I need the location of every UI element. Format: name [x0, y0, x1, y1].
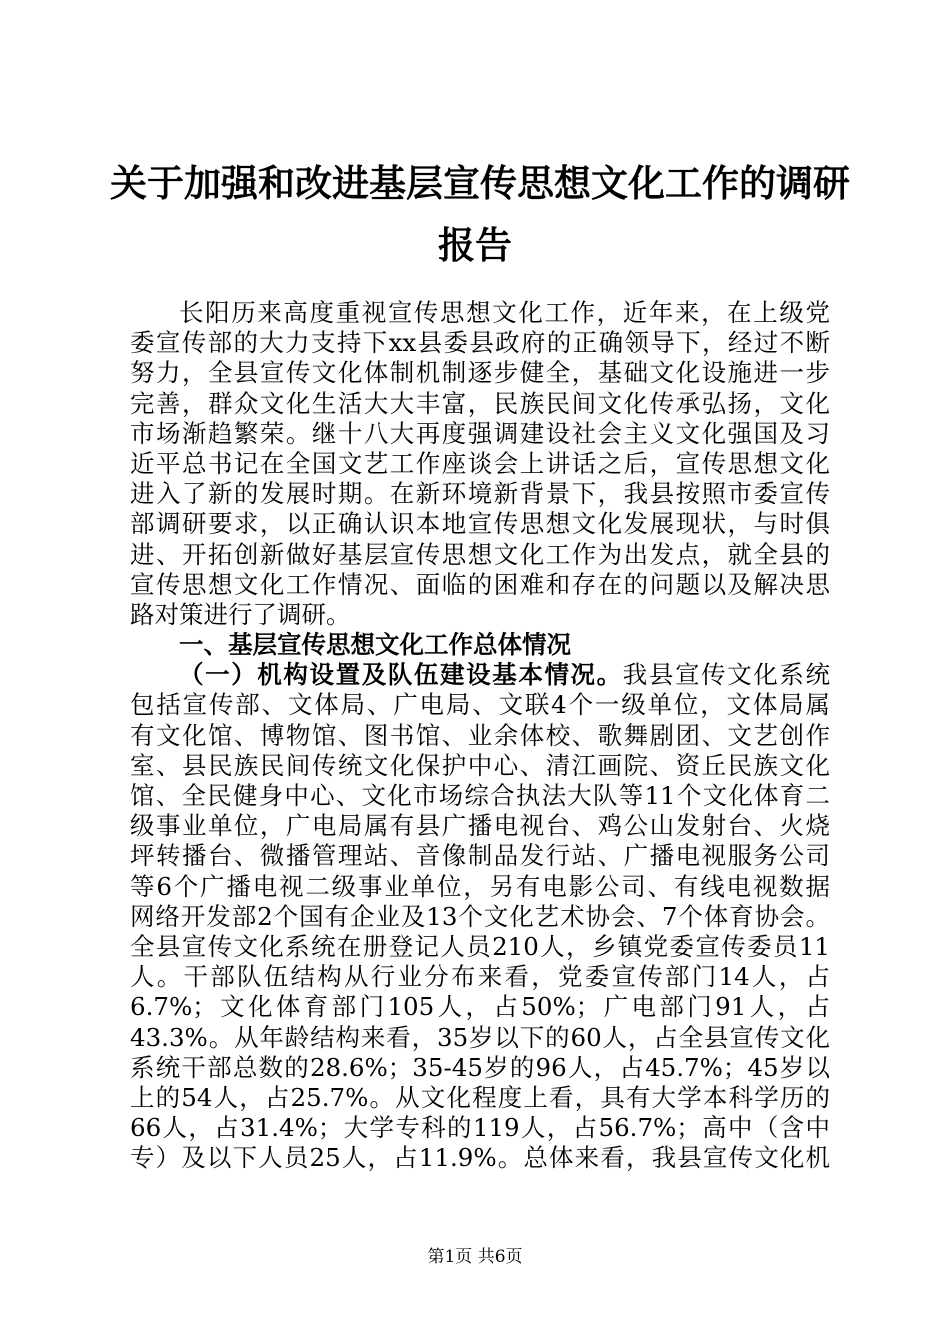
paragraph-line: 系统干部总数的28.6%；35-45岁的96人，占45.7%；45岁以 [130, 1052, 830, 1082]
paragraph-line: 6.7%；文化体育部门105人，占50%；广电部门91人，占 [130, 992, 830, 1022]
paragraph-line: 上的54人，占25.7%。从文化程度上看，具有大学本科学历的 [130, 1082, 830, 1112]
paragraph-line: 进、开拓创新做好基层宣传思想文化工作为出发点，就全县的 [130, 539, 830, 569]
document-body [130, 298, 830, 1173]
subsection-first-line-text: 我县宣传文化系统 [622, 660, 831, 690]
paragraph-line: 级事业单位，广电局属有县广播电视台、鸡公山发射台、火烧 [130, 811, 830, 841]
paragraph-line: 等6个广播电视二级事业单位，另有电影公司、有线电视数据 [130, 871, 830, 901]
title-line: 关于加强和改进基层宣传思想文化工作的调研 [110, 161, 850, 205]
section-heading: 一、基层宣传思想文化工作总体情况 [179, 630, 571, 660]
paragraph-line: 近平总书记在全国文艺工作座谈会上讲话之后，宣传思想文化 [130, 448, 830, 478]
paragraph-line: 专）及以下人员25人，占11.9%。总体来看，我县宣传文化机 [130, 1143, 830, 1173]
paragraph-line: 全县宣传文化系统在册登记人员210人，乡镇党委宣传委员11 [130, 931, 830, 961]
paragraph-line: 坪转播台、微播管理站、音像制品发行站、广播电视服务公司 [130, 841, 830, 871]
paragraph-line: 43.3%。从年龄结构来看，35岁以下的60人，占全县宣传文化 [130, 1022, 830, 1052]
document-title [110, 152, 850, 276]
paragraph-line: 市场渐趋繁荣。继十八大再度强调建设社会主义文化强国及习 [130, 418, 830, 448]
paragraph-line: 网络开发部2个国有企业及13个文化艺术协会、7个体育协会。 [130, 901, 830, 931]
page-number: 第1页 共6页 [427, 1247, 523, 1267]
paragraph-line: 人。干部队伍结构从行业分布来看，党委宣传部门14人，占 [130, 962, 830, 992]
paragraph-line: 有文化馆、博物馆、图书馆、业余体校、歌舞剧团、文艺创作 [130, 720, 830, 750]
paragraph-line: 长阳历来高度重视宣传思想文化工作，近年来，在上级党 [179, 298, 830, 327]
title-line: 报告 [438, 223, 512, 267]
paragraph-line: 完善，群众文化生活大大丰富，民族民间文化传承弘扬，文化 [130, 388, 830, 418]
paragraph-line: 宣传思想文化工作情况、面临的困难和存在的问题以及解决思 [130, 569, 830, 599]
paragraph-line: 包括宣传部、文体局、广电局、文联4个一级单位，文体局属 [130, 690, 830, 720]
paragraph-line: 部调研要求，以正确认识本地宣传思想文化发展现状，与时俱 [130, 509, 830, 539]
paragraph-line: 委宣传部的大力支持下xx县委县政府的正确领导下，经过不断 [130, 328, 830, 358]
paragraph-line: 室、县民族民间传统文化保护中心、清江画院、资丘民族文化 [130, 750, 830, 780]
subsection-heading: （一）机构设置及队伍建设基本情况。 [179, 660, 623, 690]
subsection-first-line [130, 660, 830, 690]
paragraph-line: 路对策进行了调研。 [130, 599, 351, 629]
paragraph-line: 进入了新的发展时期。在新环境新背景下，我县按照市委宣传 [130, 479, 830, 509]
paragraph-line: 馆、全民健身中心、文化市场综合执法大队等11个文化体育二 [130, 781, 830, 810]
paragraph-line: 努力，全县宣传文化体制机制逐步健全，基础文化设施进一步 [130, 358, 830, 388]
paragraph-line: 66人，占31.4%；大学专科的119人，占56.7%；高中（含中 [130, 1113, 830, 1143]
